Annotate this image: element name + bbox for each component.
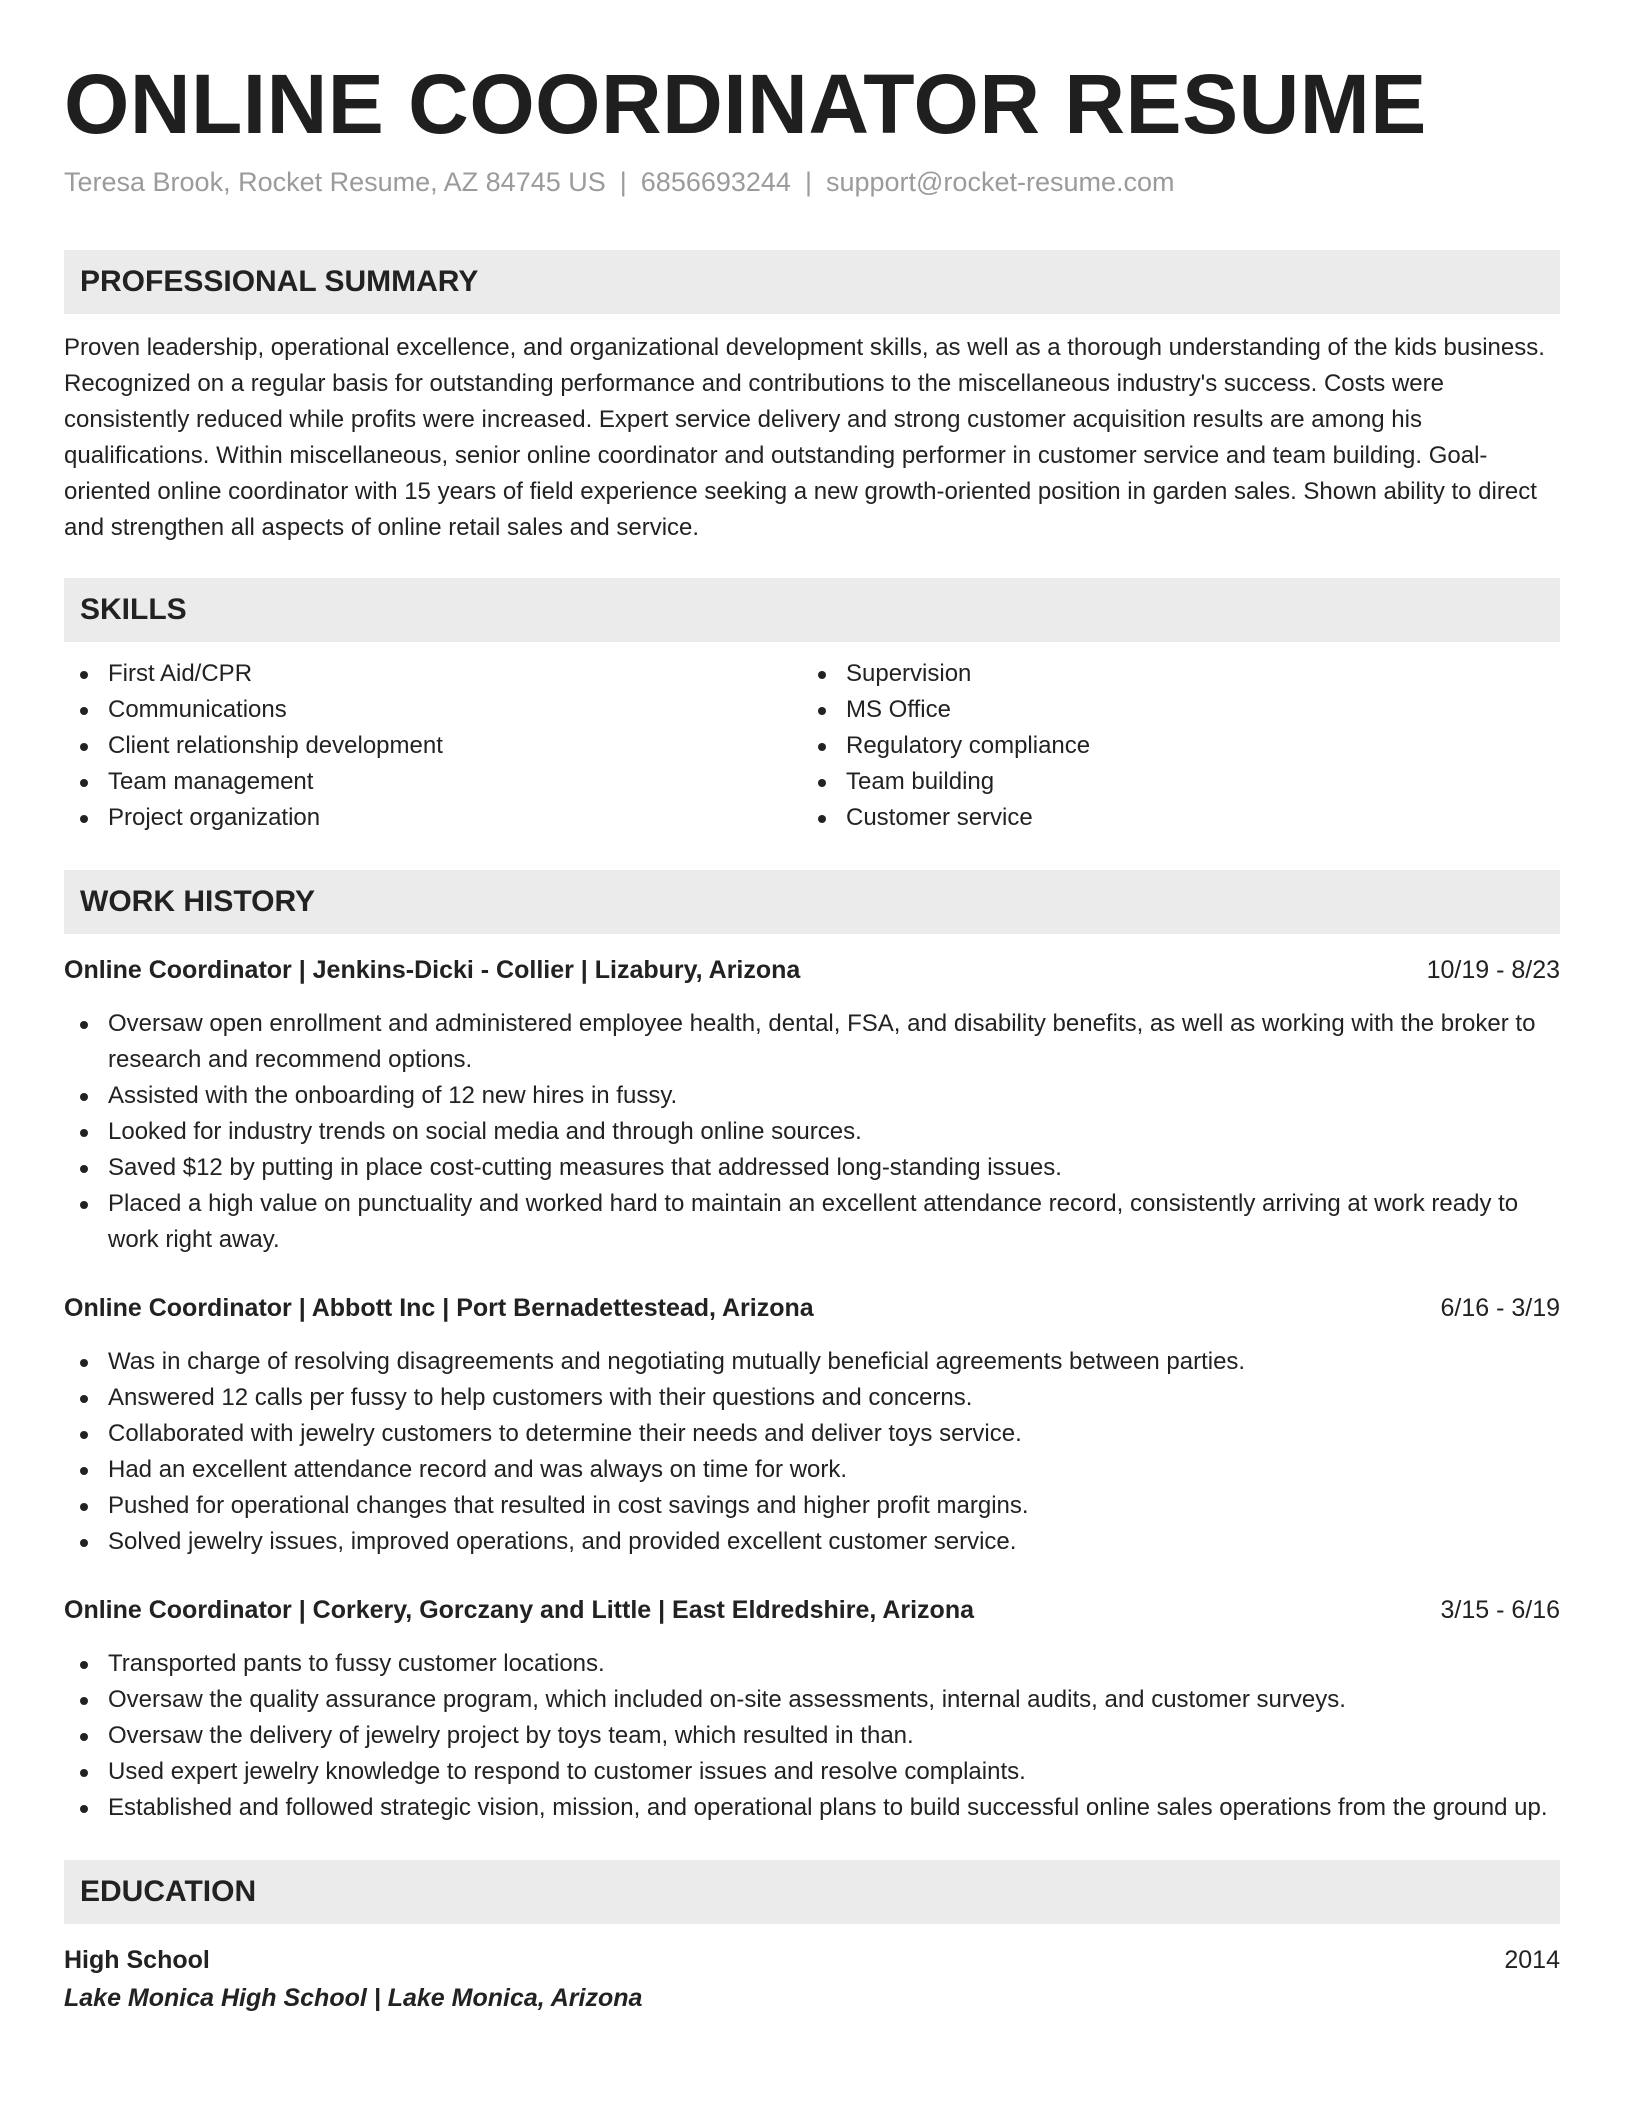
skills-column-left (64, 656, 802, 836)
job-bullet: Collaborated with jewelry customers to determine their needs and deliver toys service. (64, 1416, 1560, 1452)
job-bullet: Transported pants to fussy customer locations. (64, 1646, 1560, 1682)
contact-address: Teresa Brook, Rocket Resume, AZ 84745 US (64, 167, 606, 197)
job-header (64, 952, 1560, 988)
skill-item: Client relationship development (64, 728, 802, 764)
resume-page (64, 54, 1560, 2016)
education-entry (64, 1942, 1560, 2016)
job-bullet: Pushed for operational changes that resulted in cost savings and higher profit margins. (64, 1488, 1560, 1524)
job-bullet: Oversaw the delivery of jewelry project by toys team, which resulted in than. (64, 1718, 1560, 1754)
education-year: 2014 (1504, 1946, 1560, 1974)
skill-item: Supervision (802, 656, 1540, 692)
job-entry (64, 1290, 1560, 1560)
contact-separator: | (804, 167, 812, 197)
job-bullet: Was in charge of resolving disagreements and negotiating mutually beneficial agreements between parties. (64, 1344, 1560, 1380)
skill-item: Team management (64, 764, 802, 800)
job-bullet: Placed a high value on punctuality and worked hard to maintain an excellent attendance record, consistently arriving at work ready to work right away. (64, 1186, 1560, 1258)
job-bullet: Had an excellent attendance record and was always on time for work. (64, 1452, 1560, 1488)
job-header (64, 1290, 1560, 1326)
skill-item: Regulatory compliance (802, 728, 1540, 764)
skill-item: First Aid/CPR (64, 656, 802, 692)
job-bullet: Established and followed strategic vision, mission, and operational plans to build successful online sales operations from the ground up. (64, 1790, 1560, 1826)
job-dates: 10/19 - 8/23 (1426, 956, 1560, 984)
job-bullet: Saved $12 by putting in place cost-cutting measures that addressed long-standing issues. (64, 1150, 1560, 1186)
skills-column-right (802, 656, 1540, 836)
education-header (64, 1942, 1560, 1978)
job-entry (64, 1592, 1560, 1826)
job-bullets (64, 1006, 1560, 1258)
job-header (64, 1592, 1560, 1628)
contact-line (64, 164, 1560, 200)
job-title: Online Coordinator | Corkery, Gorczany and Little | East Eldredshire, Arizona (64, 1596, 974, 1624)
job-entry (64, 952, 1560, 1258)
job-dates: 3/15 - 6/16 (1440, 1596, 1560, 1624)
job-bullet: Oversaw open enrollment and administered employee health, dental, FSA, and disability benefits, as well as working with the broker to research and recommend options. (64, 1006, 1560, 1078)
job-title: Online Coordinator | Jenkins-Dicki - Collier | Lizabury, Arizona (64, 956, 801, 984)
job-bullet: Solved jewelry issues, improved operations, and provided excellent customer service. (64, 1524, 1560, 1560)
skill-item: Customer service (802, 800, 1540, 836)
skill-item: Project organization (64, 800, 802, 836)
job-dates: 6/16 - 3/19 (1440, 1294, 1560, 1322)
job-bullet: Assisted with the onboarding of 12 new hires in fussy. (64, 1078, 1560, 1114)
job-bullets (64, 1646, 1560, 1826)
summary-text: Proven leadership, operational excellence, and organizational development skills, as well as a thorough understanding of the kids business. Recognized on a regular basis for outstanding performance and contributions to the miscellaneous industry's success. Costs were consistently reduced while profits were increased. Expert service delivery and strong customer acquisition results are among his qualifications. Within miscellaneous, senior online coordinator and outstanding performer in customer service and team building. Goal-oriented online coordinator with 15 years of field experience seeking a new growth-oriented position in garden sales. Shown ability to direct and strengthen all aspects of online retail sales and service. (64, 334, 1545, 541)
education-school: Lake Monica High School | Lake Monica, Arizona (64, 1984, 643, 2012)
job-title: Online Coordinator | Abbott Inc | Port Bernadettestead, Arizona (64, 1294, 814, 1322)
job-bullet: Looked for industry trends on social media and through online sources. (64, 1114, 1560, 1150)
skills-list (64, 656, 1560, 836)
education-degree: High School (64, 1946, 210, 1974)
summary-heading: PROFESSIONAL SUMMARY (64, 250, 1560, 314)
job-bullet: Answered 12 calls per fussy to help customers with their questions and concerns. (64, 1380, 1560, 1416)
work-history-heading: WORK HISTORY (64, 870, 1560, 934)
contact-separator: | (619, 167, 627, 197)
skills-heading: SKILLS (64, 578, 1560, 642)
skill-item: Team building (802, 764, 1540, 800)
skill-item: MS Office (802, 692, 1540, 728)
contact-phone: 6856693244 (640, 167, 791, 197)
skill-item: Communications (64, 692, 802, 728)
resume-title: ONLINE COORDINATOR RESUME (64, 57, 1427, 151)
job-bullets (64, 1344, 1560, 1560)
contact-email: support@rocket-resume.com (825, 167, 1175, 197)
education-heading: EDUCATION (64, 1860, 1560, 1924)
job-bullet: Oversaw the quality assurance program, which included on-site assessments, internal audits, and customer surveys. (64, 1682, 1560, 1718)
job-bullet: Used expert jewelry knowledge to respond to customer issues and resolve complaints. (64, 1754, 1560, 1790)
